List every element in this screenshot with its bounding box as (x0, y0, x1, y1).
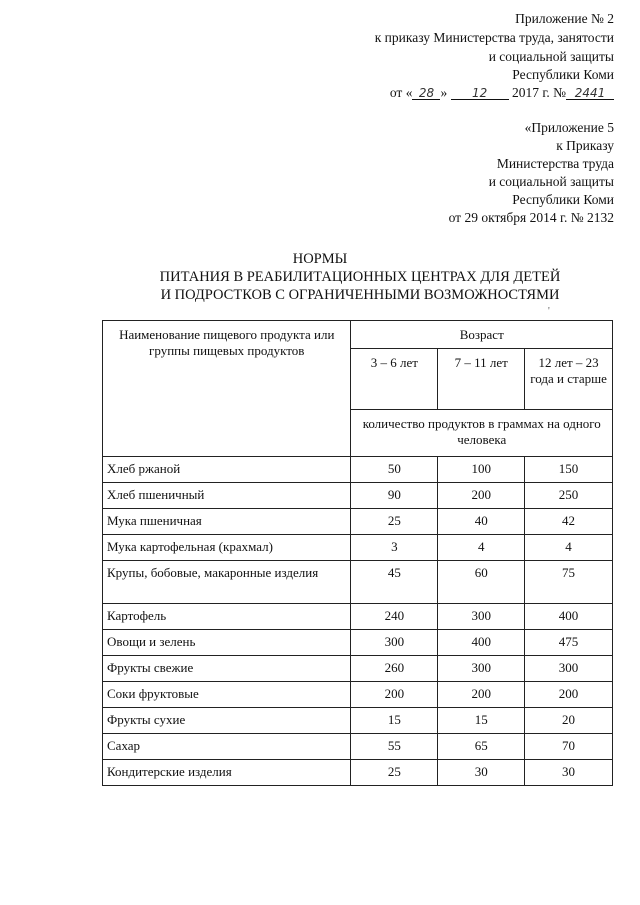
value-cell: 4 (525, 535, 613, 561)
value-cell: 42 (525, 509, 613, 535)
product-name-cell: Хлеб пшеничный (103, 483, 351, 509)
header-product-name: Наименование пищевого продукта или группы пищевых продуктов (103, 321, 351, 457)
date-month: 12 (451, 85, 509, 100)
table-row (103, 535, 613, 561)
value-cell: 15 (351, 708, 438, 734)
product-name-cell: Фрукты свежие (103, 656, 351, 682)
header-age: Возраст (351, 321, 613, 349)
product-name-cell: Сахар (103, 734, 351, 760)
header-unit: количество продуктов в граммах на одного человека (351, 410, 613, 457)
table-row (103, 760, 613, 786)
value-cell: 300 (525, 656, 613, 682)
product-name-cell: Мука пшеничная (103, 509, 351, 535)
order-number: 2441 (566, 85, 614, 100)
table-row (103, 682, 613, 708)
value-cell: 300 (438, 604, 525, 630)
table-row (103, 457, 613, 483)
title-line-1: НОРМЫ (292, 251, 348, 267)
header-age-group: 3 – 6 лет (351, 349, 438, 410)
product-name-cell: Крупы, бобовые, макаронные изделия (103, 561, 351, 604)
inner-annex-line-6: от 29 октября 2014 г. № 2132 (448, 210, 614, 225)
value-cell: 300 (351, 630, 438, 656)
annex-line-4: Республики Коми (512, 67, 614, 82)
product-name-cell: Мука картофельная (крахмал) (103, 535, 351, 561)
value-cell: 100 (438, 457, 525, 483)
value-cell: 75 (525, 561, 613, 604)
title-line-2: ПИТАНИЯ В РЕАБИЛИТАЦИОННЫХ ЦЕНТРАХ ДЛЯ ДЕТЕЙ (159, 269, 561, 285)
value-cell: 200 (351, 682, 438, 708)
value-cell: 30 (438, 760, 525, 786)
product-name-cell: Кондитерские изделия (103, 760, 351, 786)
table-row (103, 483, 613, 509)
inner-annex-line-1: «Приложение 5 (524, 120, 614, 135)
product-name-cell: Хлеб ржаной (103, 457, 351, 483)
value-cell: 475 (525, 630, 613, 656)
value-cell: 200 (438, 682, 525, 708)
value-cell: 90 (351, 483, 438, 509)
value-cell: 250 (525, 483, 613, 509)
table-row (103, 656, 613, 682)
date-year: 2017 г. № (511, 85, 566, 100)
table-row (103, 561, 613, 604)
date-prefix: от « (389, 85, 413, 100)
value-cell: 25 (351, 509, 438, 535)
value-cell: 65 (438, 734, 525, 760)
inner-annex-line-5: Республики Коми (512, 192, 614, 207)
product-name-cell: Овощи и зелень (103, 630, 351, 656)
header-age-group: 12 лет – 23 года и старше (525, 349, 613, 410)
value-cell: 50 (351, 457, 438, 483)
value-cell: 300 (438, 656, 525, 682)
value-cell: 20 (525, 708, 613, 734)
value-cell: 200 (438, 483, 525, 509)
value-cell: 45 (351, 561, 438, 604)
value-cell: 25 (351, 760, 438, 786)
value-cell: 200 (525, 682, 613, 708)
table-row (103, 708, 613, 734)
value-cell: 400 (525, 604, 613, 630)
nutrition-norms-table (102, 320, 613, 786)
value-cell: 55 (351, 734, 438, 760)
annex-line-1: Приложение № 2 (515, 11, 614, 26)
product-name-cell: Картофель (103, 604, 351, 630)
table-row (103, 630, 613, 656)
value-cell: 150 (525, 457, 613, 483)
annex-line-2: к приказу Министерства труда, занятости (374, 30, 614, 45)
value-cell: 30 (525, 760, 613, 786)
date-day-close: » (440, 85, 448, 100)
date-day: 28 (412, 85, 440, 100)
table-row (103, 604, 613, 630)
inner-annex-line-4: и социальной защиты (488, 174, 614, 189)
value-cell: 400 (438, 630, 525, 656)
product-name-cell: Соки фруктовые (103, 682, 351, 708)
table-row (103, 734, 613, 760)
title-line-3: И ПОДРОСТКОВ С ОГРАНИЧЕННЫМИ ВОЗМОЖНОСТЯМИ (160, 287, 560, 303)
annex-date-line (390, 84, 614, 101)
value-cell: 240 (351, 604, 438, 630)
header-age-group: 7 – 11 лет (438, 349, 525, 410)
value-cell: 70 (525, 734, 613, 760)
product-name-cell: Фрукты сухие (103, 708, 351, 734)
value-cell: 40 (438, 509, 525, 535)
value-cell: 4 (438, 535, 525, 561)
inner-annex-line-3: Министерства труда (496, 156, 614, 171)
value-cell: 15 (438, 708, 525, 734)
inner-annex-line-2: к Приказу (556, 138, 614, 153)
value-cell: 60 (438, 561, 525, 604)
annex-line-3: и социальной защиты (488, 49, 614, 64)
value-cell: 260 (351, 656, 438, 682)
table-row (103, 509, 613, 535)
scan-speck: ' (548, 306, 550, 317)
value-cell: 3 (351, 535, 438, 561)
